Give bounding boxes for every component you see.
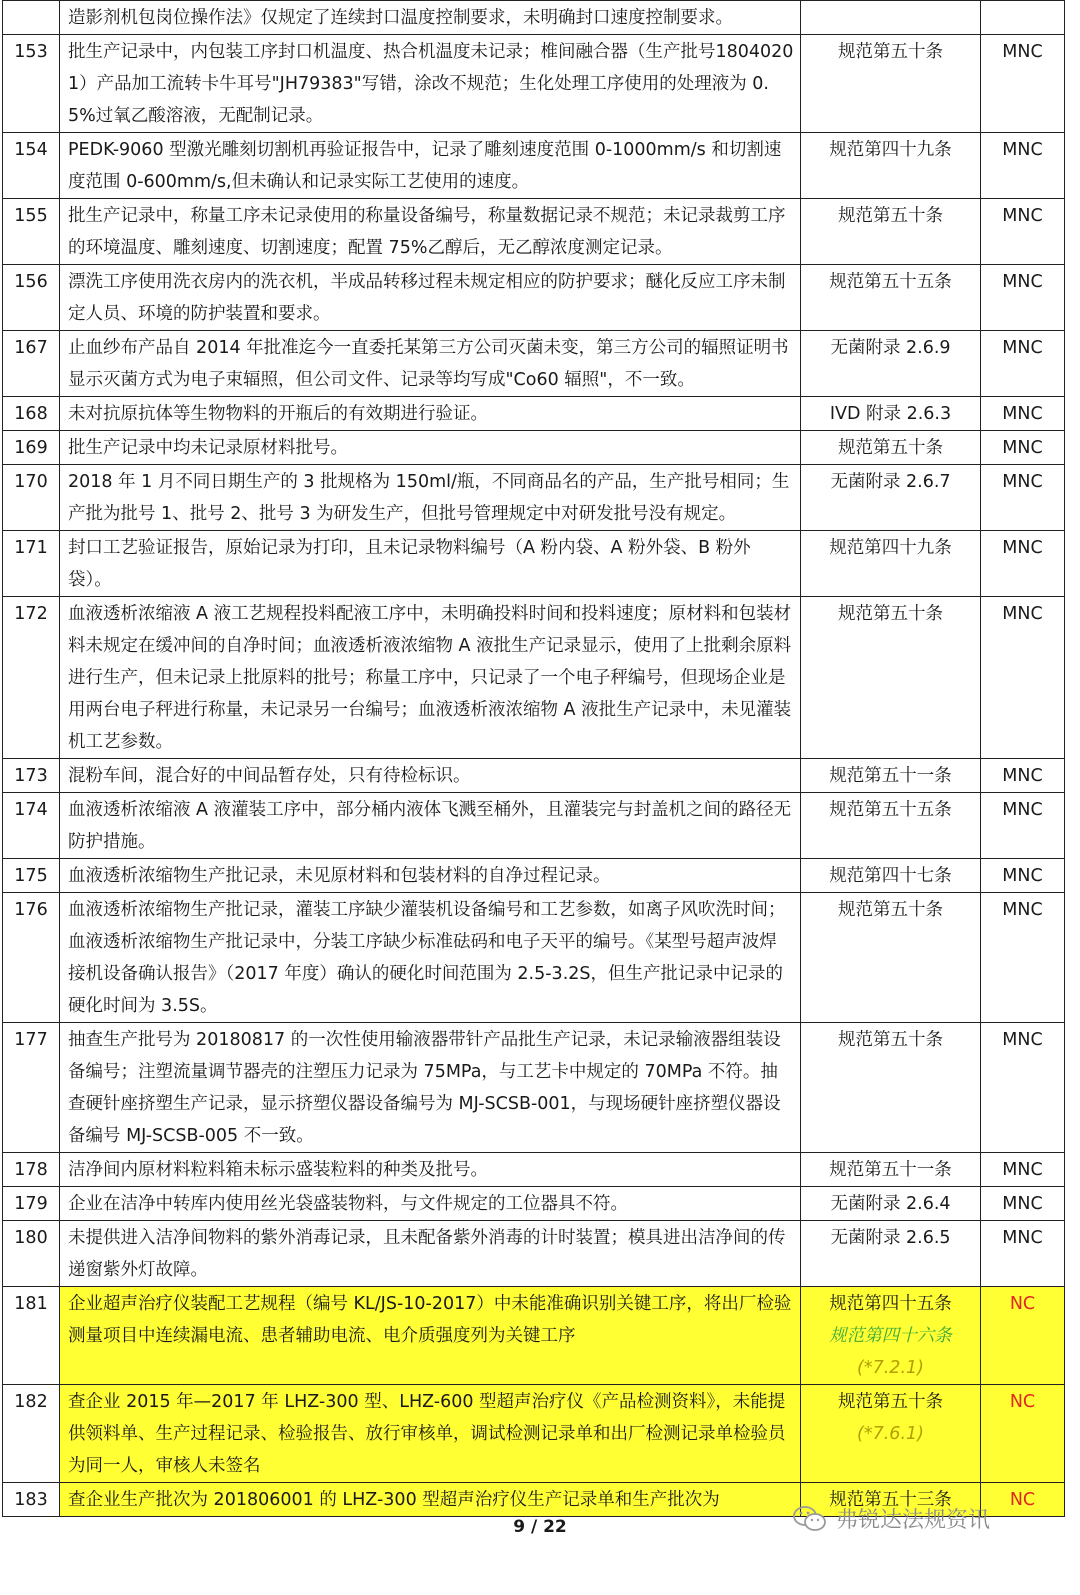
regulation-reference bbox=[801, 431, 981, 465]
row-id: 181 bbox=[3, 1287, 60, 1385]
reference-text: 规范第四十九条 bbox=[829, 538, 952, 558]
table-row bbox=[3, 1221, 1065, 1287]
finding-description: 未对抗原抗体等生物物料的开瓶后的有效期进行验证。 bbox=[60, 397, 801, 431]
reference-text: 规范第五十五条 bbox=[829, 800, 952, 820]
regulation-reference bbox=[801, 1287, 981, 1385]
page-number: 9 / 22 bbox=[513, 1517, 567, 1537]
reference-text: 无菌附录 2.6.5 bbox=[830, 1228, 951, 1248]
row-id: 167 bbox=[3, 331, 60, 397]
table-row bbox=[3, 859, 1065, 893]
regulation-reference bbox=[801, 265, 981, 331]
severity-level: MNC bbox=[981, 199, 1065, 265]
table-row bbox=[3, 759, 1065, 793]
reference-text: 规范第五十三条 bbox=[829, 1490, 952, 1510]
regulation-reference bbox=[801, 465, 981, 531]
reference-text: 规范第四十七条 bbox=[829, 866, 952, 886]
severity-level: MNC bbox=[981, 1023, 1065, 1153]
severity-level bbox=[981, 1, 1065, 35]
finding-description: 批生产记录中，内包装工序封口机温度、热合机温度未记录；椎间融合器（生产批号18040201）产品加工流转卡牛耳号"JH79383"写错，涂改不规范；生化处理工序使用的处理液为 0.5%过氧乙酸溶液，无配制记录。 bbox=[60, 35, 801, 133]
regulation-reference bbox=[801, 397, 981, 431]
finding-description: 批生产记录中，称量工序未记录使用的称量设备编号，称量数据记录不规范；未记录裁剪工序的环境温度、雕刻速度、切割速度；配置 75%乙醇后，无乙醇浓度测定记录。 bbox=[60, 199, 801, 265]
table-row bbox=[3, 331, 1065, 397]
finding-description: 封口工艺验证报告，原始记录为打印，且未记录物料编号（A 粉内袋、A 粉外袋、B 粉外袋）。 bbox=[60, 531, 801, 597]
table-row bbox=[3, 431, 1065, 465]
row-id: 180 bbox=[3, 1221, 60, 1287]
regulation-reference bbox=[801, 1187, 981, 1221]
table-row bbox=[3, 35, 1065, 133]
reference-text: 无菌附录 2.6.7 bbox=[830, 472, 951, 492]
regulation-reference bbox=[801, 793, 981, 859]
regulation-reference bbox=[801, 531, 981, 597]
row-id: 175 bbox=[3, 859, 60, 893]
finding-description: 血液透析浓缩物生产批记录，未见原材料和包装材料的自净过程记录。 bbox=[60, 859, 801, 893]
table-row bbox=[3, 893, 1065, 1023]
table-row bbox=[3, 1023, 1065, 1153]
finding-description: PEDK-9060 型激光雕刻切割机再验证报告中，记录了雕刻速度范围 0-1000mm/s 和切割速度范围 0-600mm/s,但未确认和记录实际工艺使用的速度。 bbox=[60, 133, 801, 199]
regulation-reference bbox=[801, 893, 981, 1023]
severity-level: MNC bbox=[981, 331, 1065, 397]
reference-text: 规范第五十条 bbox=[838, 1030, 943, 1050]
table-row bbox=[3, 265, 1065, 331]
severity-level: NC bbox=[981, 1287, 1065, 1385]
row-id: 169 bbox=[3, 431, 60, 465]
severity-level: MNC bbox=[981, 265, 1065, 331]
reference-text: 规范第五十五条 bbox=[829, 272, 952, 292]
reference-text: 规范第五十条 bbox=[838, 206, 943, 226]
regulation-reference bbox=[801, 331, 981, 397]
table-row bbox=[3, 199, 1065, 265]
regulation-reference bbox=[801, 35, 981, 133]
finding-description: 血液透析浓缩物生产批记录，灌装工序缺少灌装机设备编号和工艺参数，如离子风吹洗时间；血液透析浓缩物生产批记录中，分装工序缺少标准砝码和电子天平的编号。《某型号超声波焊接机设备确认报告》（2017 年度）确认的硬化时间范围为 2.5-3.2S，但生产批记录中记录的硬化时间为 3.5S。 bbox=[60, 893, 801, 1023]
severity-level: MNC bbox=[981, 531, 1065, 597]
row-id: 156 bbox=[3, 265, 60, 331]
regulation-reference bbox=[801, 1153, 981, 1187]
reference-text: 规范第五十条 bbox=[838, 438, 943, 458]
table-row bbox=[3, 1153, 1065, 1187]
regulation-reference bbox=[801, 859, 981, 893]
reference-text: 规范第五十条 bbox=[838, 604, 943, 624]
severity-level: MNC bbox=[981, 1153, 1065, 1187]
row-id: 177 bbox=[3, 1023, 60, 1153]
reference-text: 规范第四十九条 bbox=[829, 140, 952, 160]
row-id: 182 bbox=[3, 1385, 60, 1483]
watermark bbox=[792, 1503, 990, 1534]
severity-level: MNC bbox=[981, 35, 1065, 133]
row-id: 153 bbox=[3, 35, 60, 133]
regulation-reference bbox=[801, 759, 981, 793]
wechat-icon bbox=[792, 1504, 828, 1534]
row-id: 173 bbox=[3, 759, 60, 793]
regulation-reference bbox=[801, 1221, 981, 1287]
findings-table bbox=[2, 0, 1065, 1517]
reference-note: (*7.2.1) bbox=[857, 1358, 924, 1378]
reference-text: IVD 附录 2.6.3 bbox=[829, 404, 952, 424]
reference-text: 无菌附录 2.6.9 bbox=[830, 338, 951, 358]
reference-text: 规范第四十五条 bbox=[829, 1294, 952, 1314]
row-id bbox=[3, 1, 60, 35]
reference-text: 规范第五十条 bbox=[838, 1392, 943, 1412]
finding-description: 查企业 2015 年—2017 年 LHZ-300 型、LHZ-600 型超声治疗仪《产品检测资料》，未能提供领料单、生产过程记录、检验报告、放行审核单，调试检测记录单和出厂检测记录单检验员为同一人，审核人未签名 bbox=[60, 1385, 801, 1483]
severity-level: NC bbox=[981, 1483, 1065, 1517]
table-row bbox=[3, 1287, 1065, 1385]
table-row bbox=[3, 531, 1065, 597]
finding-description: 批生产记录中均未记录原材料批号。 bbox=[60, 431, 801, 465]
row-id: 179 bbox=[3, 1187, 60, 1221]
severity-level: MNC bbox=[981, 133, 1065, 199]
row-id: 178 bbox=[3, 1153, 60, 1187]
row-id: 170 bbox=[3, 465, 60, 531]
severity-level: MNC bbox=[981, 397, 1065, 431]
watermark-text: 弗锐达法规资讯 bbox=[836, 1508, 991, 1533]
severity-level: MNC bbox=[981, 859, 1065, 893]
table-row bbox=[3, 397, 1065, 431]
reference-text: 规范第五十一条 bbox=[829, 1160, 952, 1180]
finding-description: 血液透析浓缩液 A 液灌装工序中，部分桶内液体飞溅至桶外，且灌装完与封盖机之间的路径无防护措施。 bbox=[60, 793, 801, 859]
table-row bbox=[3, 1187, 1065, 1221]
finding-description: 混粉车间，混合好的中间品暂存处，只有待检标识。 bbox=[60, 759, 801, 793]
reference-text: 规范第五十一条 bbox=[829, 766, 952, 786]
regulation-reference bbox=[801, 597, 981, 759]
severity-level: MNC bbox=[981, 793, 1065, 859]
reference-text: 无菌附录 2.6.4 bbox=[830, 1194, 951, 1214]
table-row bbox=[3, 1385, 1065, 1483]
row-id: 183 bbox=[3, 1483, 60, 1517]
reference-note: 规范第四十六条 bbox=[829, 1326, 952, 1346]
row-id: 171 bbox=[3, 531, 60, 597]
table-row bbox=[3, 1, 1065, 35]
finding-description: 2018 年 1 月不同日期生产的 3 批规格为 150ml/瓶，不同商品名的产品，生产批号相同；生产批为批号 1、批号 2、批号 3 为研发生产，但批号管理规定中对研发批号没有规定。 bbox=[60, 465, 801, 531]
reference-text: 规范第五十条 bbox=[838, 42, 943, 62]
row-id: 172 bbox=[3, 597, 60, 759]
finding-description: 企业在洁净中转库内使用丝光袋盛装物料，与文件规定的工位器具不符。 bbox=[60, 1187, 801, 1221]
row-id: 155 bbox=[3, 199, 60, 265]
severity-level: MNC bbox=[981, 1187, 1065, 1221]
severity-level: MNC bbox=[981, 893, 1065, 1023]
severity-level: MNC bbox=[981, 597, 1065, 759]
table-row bbox=[3, 465, 1065, 531]
regulation-reference bbox=[801, 199, 981, 265]
severity-level: MNC bbox=[981, 431, 1065, 465]
row-id: 174 bbox=[3, 793, 60, 859]
regulation-reference bbox=[801, 1023, 981, 1153]
finding-description: 洁净间内原材料粒料箱未标示盛装粒料的种类及批号。 bbox=[60, 1153, 801, 1187]
severity-level: MNC bbox=[981, 759, 1065, 793]
finding-description: 企业超声治疗仪装配工艺规程（编号 KL/JS-10-2017）中未能准确识别关键工序，将出厂检验测量项目中连续漏电流、患者辅助电流、电介质强度列为关键工序 bbox=[60, 1287, 801, 1385]
regulation-reference bbox=[801, 133, 981, 199]
reference-note: (*7.6.1) bbox=[857, 1424, 924, 1444]
finding-description: 未提供进入洁净间物料的紫外消毒记录，且未配备紫外消毒的计时装置；模具进出洁净间的传递窗紫外灯故障。 bbox=[60, 1221, 801, 1287]
reference-text: 规范第五十条 bbox=[838, 900, 943, 920]
row-id: 176 bbox=[3, 893, 60, 1023]
table-row bbox=[3, 793, 1065, 859]
finding-description: 止血纱布产品自 2014 年批准迄今一直委托某第三方公司灭菌未变，第三方公司的辐照证明书显示灭菌方式为电子束辐照，但公司文件、记录等均写成"Co60 辐照"，不一致。 bbox=[60, 331, 801, 397]
finding-description: 血液透析浓缩液 A 液工艺规程投料配液工序中，未明确投料时间和投料速度；原材料和包装材料未规定在缓冲间的自净时间；血液透析液浓缩物 A 液批生产记录显示，使用了上批剩余原料进行生产，但未记录上批原料的批号；称量工序中，只记录了一个电子秤编号，但现场企业是用两台电子秤进行称量，未记录另一台编号；血液透析液浓缩物 A 液批生产记录中，未见灌装机工艺参数。 bbox=[60, 597, 801, 759]
row-id: 168 bbox=[3, 397, 60, 431]
table-row bbox=[3, 133, 1065, 199]
finding-description: 查企业生产批次为 201806001 的 LHZ-300 型超声治疗仪生产记录单和生产批次为 bbox=[60, 1483, 801, 1517]
severity-level: MNC bbox=[981, 1221, 1065, 1287]
finding-description: 漂洗工序使用洗衣房内的洗衣机，半成品转移过程未规定相应的防护要求；醚化反应工序未制定人员、环境的防护装置和要求。 bbox=[60, 265, 801, 331]
severity-level: NC bbox=[981, 1385, 1065, 1483]
table-row bbox=[3, 597, 1065, 759]
regulation-reference bbox=[801, 1385, 981, 1483]
row-id: 154 bbox=[3, 133, 60, 199]
regulation-reference bbox=[801, 1, 981, 35]
finding-description: 抽查生产批号为 20180817 的一次性使用输液器带针产品批生产记录，未记录输液器组装设备编号；注塑流量调节器壳的注塑压力记录为 75MPa，与工艺卡中规定的 70MPa 不符。抽查硬针座挤塑生产记录，显示挤塑仪器设备编号为 MJ-SCSB-001，与现场硬针座挤塑仪器设备编号 MJ-SCSB-005 不一致。 bbox=[60, 1023, 801, 1153]
finding-description: 造影剂机包岗位操作法》仅规定了连续封口温度控制要求，未明确封口速度控制要求。 bbox=[60, 1, 801, 35]
severity-level: MNC bbox=[981, 465, 1065, 531]
